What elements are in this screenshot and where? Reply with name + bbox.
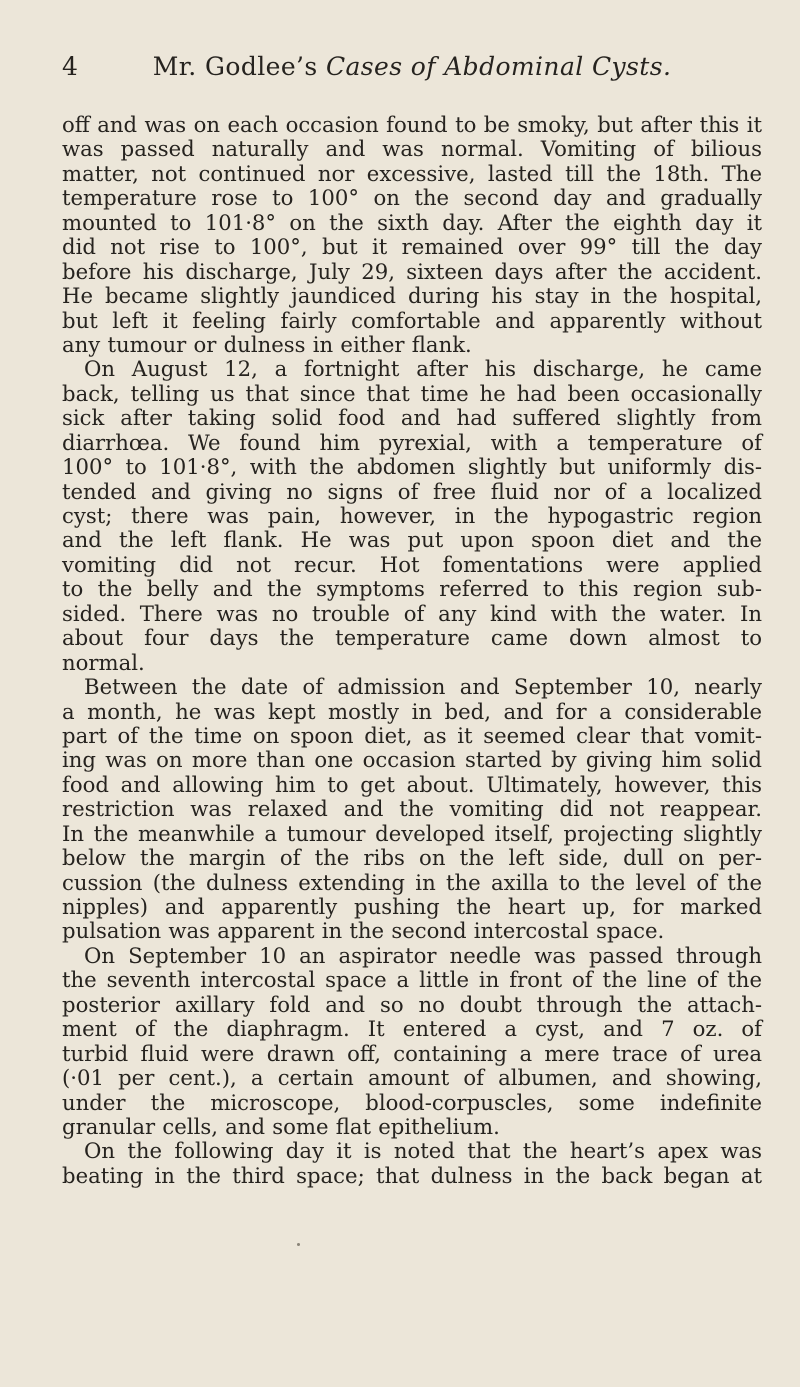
text-line: turbid fluid were drawn off, containing a mere trace of urea (62, 1040, 762, 1066)
text-line: ing was on more than one occasion started by giving him solid (62, 747, 762, 773)
text-line: granular cells, and some flat epithelium. (62, 1113, 500, 1139)
text-line: and the left flank. He was put upon spoon diet and the (62, 527, 762, 553)
running-title-author: Mr. Godlee’s (152, 52, 326, 81)
text-line: about four days the temperature came down almost to (62, 625, 762, 651)
text-line: (·01 per cent.), a certain amount of albumen, and showing, (62, 1065, 762, 1091)
running-title-italic: Cases of Abdominal Cysts. (325, 52, 672, 81)
text-line: restriction was relaxed and the vomiting did not reappear. (62, 796, 762, 822)
text-line: vomiting did not recur. Hot fomentations were applied (62, 551, 762, 577)
text-line: before his discharge, July 29, sixteen days after the accident. (62, 258, 762, 284)
text-line: beating in the third space; that dulness in the back began at (62, 1162, 762, 1188)
text-line: normal. (62, 649, 145, 675)
text-line: cussion (the dulness extending in the axilla to the level of the (62, 869, 762, 895)
text-line: a month, he was kept mostly in bed, and for a considerable (62, 698, 762, 724)
text-line: but left it feeling fairly comfortable and apparently without (62, 307, 762, 333)
paragraph-start: Between the date of admission and September 10, nearly (84, 674, 762, 700)
page-number: 4 (62, 52, 79, 81)
running-title (132, 52, 692, 81)
text-line: diarrhœa. We found him pyrexial, with a temperature of (62, 429, 762, 455)
text-line: posterior axillary fold and so no doubt through the attach- (62, 991, 762, 1017)
text-line: mounted to 101·8° on the sixth day. After the eighth day it (62, 209, 762, 235)
text-line: any tumour or dulness in either flank. (62, 331, 472, 357)
text-line: ment of the diaphragm. It entered a cyst, and 7 oz. of (62, 1016, 762, 1042)
text-line: pulsation was apparent in the second intercostal space. (62, 918, 665, 944)
paragraph-start: On the following day it is noted that the heart’s apex was (84, 1138, 762, 1164)
text-line: the seventh intercostal space a little in front of the line of the (62, 967, 762, 993)
text-line: cyst; there was pain, however, in the hypogastric region (62, 503, 762, 528)
text-line: 100° to 101·8°, with the abdomen slightly but uniformly dis- (62, 454, 762, 480)
paragraph-start: On September 10 an aspirator needle was passed through (84, 942, 762, 968)
paper-speck (297, 1243, 300, 1246)
text-line: matter, not continued nor excessive, lasted till the 18th. The (62, 160, 762, 186)
running-head (62, 52, 762, 92)
text-line: sided. There was no trouble of any kind with the water. In (62, 600, 762, 626)
text-line: In the meanwhile a tumour developed itself, projecting slightly (62, 820, 762, 846)
paragraph-start: On August 12, a fortnight after his discharge, he came (84, 356, 762, 382)
text-line: off and was on each occasion found to be smoky, but after this it (62, 112, 762, 137)
text-line: temperature rose to 100° on the second day and gradually (62, 185, 762, 211)
text-line: tended and giving no signs of free fluid nor of a localized (62, 478, 762, 504)
text-line: was passed naturally and was normal. Vomiting of bilious (62, 136, 762, 162)
text-line: below the margin of the ribs on the left side, dull on per- (62, 845, 762, 871)
text-line: part of the time on spoon diet, as it seemed clear that vomit- (62, 722, 762, 748)
body-text (62, 113, 762, 1188)
text-line: under the microscope, blood-corpuscles, some indefinite (62, 1089, 762, 1115)
text-line: He became slightly jaundiced during his stay in the hospital, (62, 283, 762, 309)
text-line: to the belly and the symptoms referred to this region sub- (62, 576, 762, 602)
text-line: food and allowing him to get about. Ultimately, however, this (62, 771, 762, 797)
text-line: back, telling us that since that time he had been occasionally (62, 380, 762, 406)
text-line: nipples) and apparently pushing the heart up, for marked (62, 894, 762, 919)
text-line: did not rise to 100°, but it remained over 99° till the day (62, 234, 762, 260)
text-line: sick after taking solid food and had suffered slightly from (62, 405, 762, 431)
